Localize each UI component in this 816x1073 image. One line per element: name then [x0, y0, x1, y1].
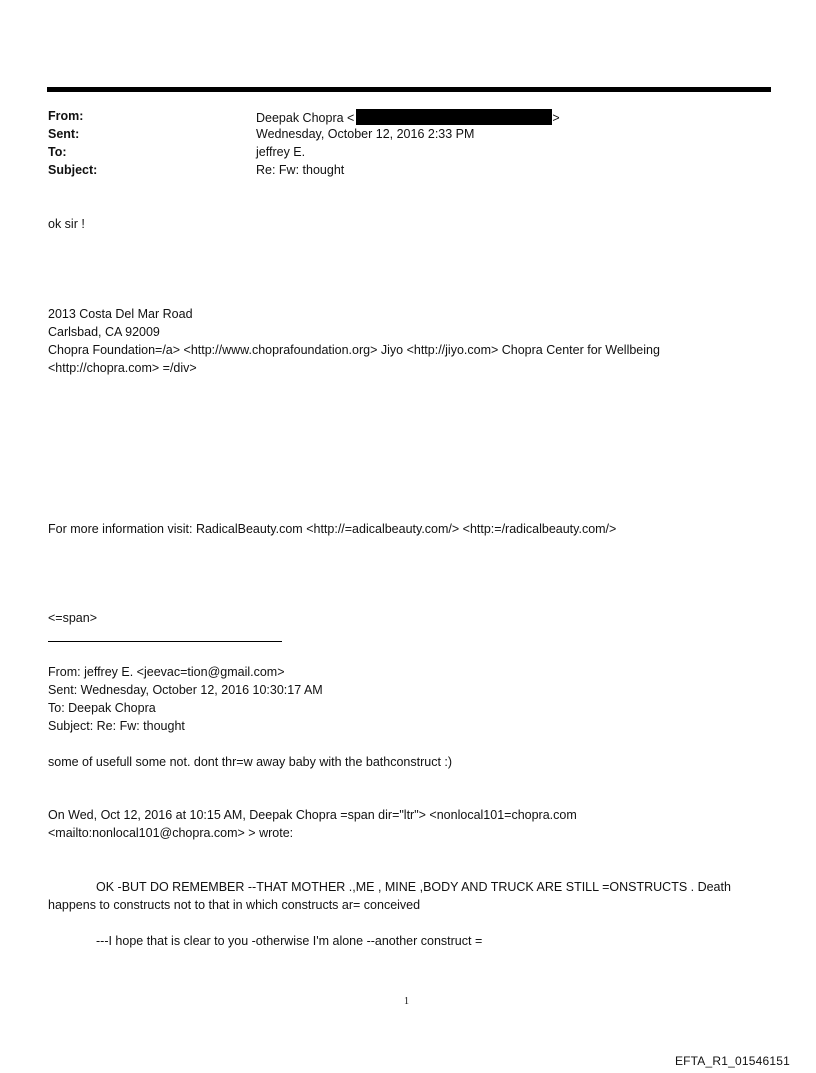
quote-divider — [48, 641, 282, 642]
bates-number: EFTA_R1_01546151 — [674, 1054, 790, 1068]
sent-label: Sent: — [48, 127, 80, 141]
from-sender: Deepak Chopra < — [256, 111, 355, 125]
address-line-1: 2013 Costa Del Mar Road — [48, 307, 193, 321]
sent-value: Wednesday, October 12, 2016 2:33 PM — [256, 127, 475, 141]
from-value — [256, 109, 560, 125]
to-value: jeffrey E. — [256, 145, 306, 159]
links-line-2: <http://chopra.com> =/div> — [48, 361, 197, 375]
quoted-from: From: jeffrey E. <jeevac=tion@gmail.com> — [48, 665, 285, 679]
header-divider — [47, 87, 771, 92]
page-number: 1 — [404, 996, 409, 1007]
info-line: For more information visit: RadicalBeauty.com <http://=adicalbeauty.com/> <http:=/radicalbeauty.com/> — [48, 522, 617, 536]
redaction-bar — [356, 109, 552, 125]
quoted-to: To: Deepak Chopra — [48, 701, 156, 715]
quoted-sent: Sent: Wednesday, October 12, 2016 10:30:17 AM — [48, 683, 323, 697]
from-label: From: — [48, 109, 84, 123]
quoted-subject: Subject: Re: Fw: thought — [48, 719, 185, 733]
ok-line-2: happens to constructs not to that in which constructs ar= conceived — [48, 898, 421, 912]
subject-value: Re: Fw: thought — [256, 163, 345, 177]
reply-text: ok sir ! — [48, 217, 85, 231]
on-wed-line-2: <mailto:nonlocal101@chopra.com> > wrote: — [48, 826, 294, 840]
ok-line-1: OK -BUT DO REMEMBER --THAT MOTHER .,ME , MINE ,BODY AND TRUCK ARE STILL =ONSTRUCTS . Death — [96, 880, 731, 894]
quoted-message: some of usefull some not. dont thr=w away baby with the bathconstruct :) — [48, 755, 453, 769]
hope-line: ---I hope that is clear to you -otherwise I'm alone --another construct = — [96, 934, 483, 948]
to-label: To: — [48, 145, 67, 159]
address-line-2: Carlsbad, CA 92009 — [48, 325, 160, 339]
on-wed-line-1: On Wed, Oct 12, 2016 at 10:15 AM, Deepak Chopra =span dir="ltr"> <nonlocal101=chopra.com — [48, 808, 577, 822]
links-line-1: Chopra Foundation=/a> <http://www.choprafoundation.org> Jiyo <http://jiyo.com> Chopra Center for Wellbeing — [48, 343, 660, 357]
subject-label: Subject: — [48, 163, 98, 177]
span-tag: <=span> — [48, 611, 98, 625]
from-close: > — [552, 111, 560, 125]
